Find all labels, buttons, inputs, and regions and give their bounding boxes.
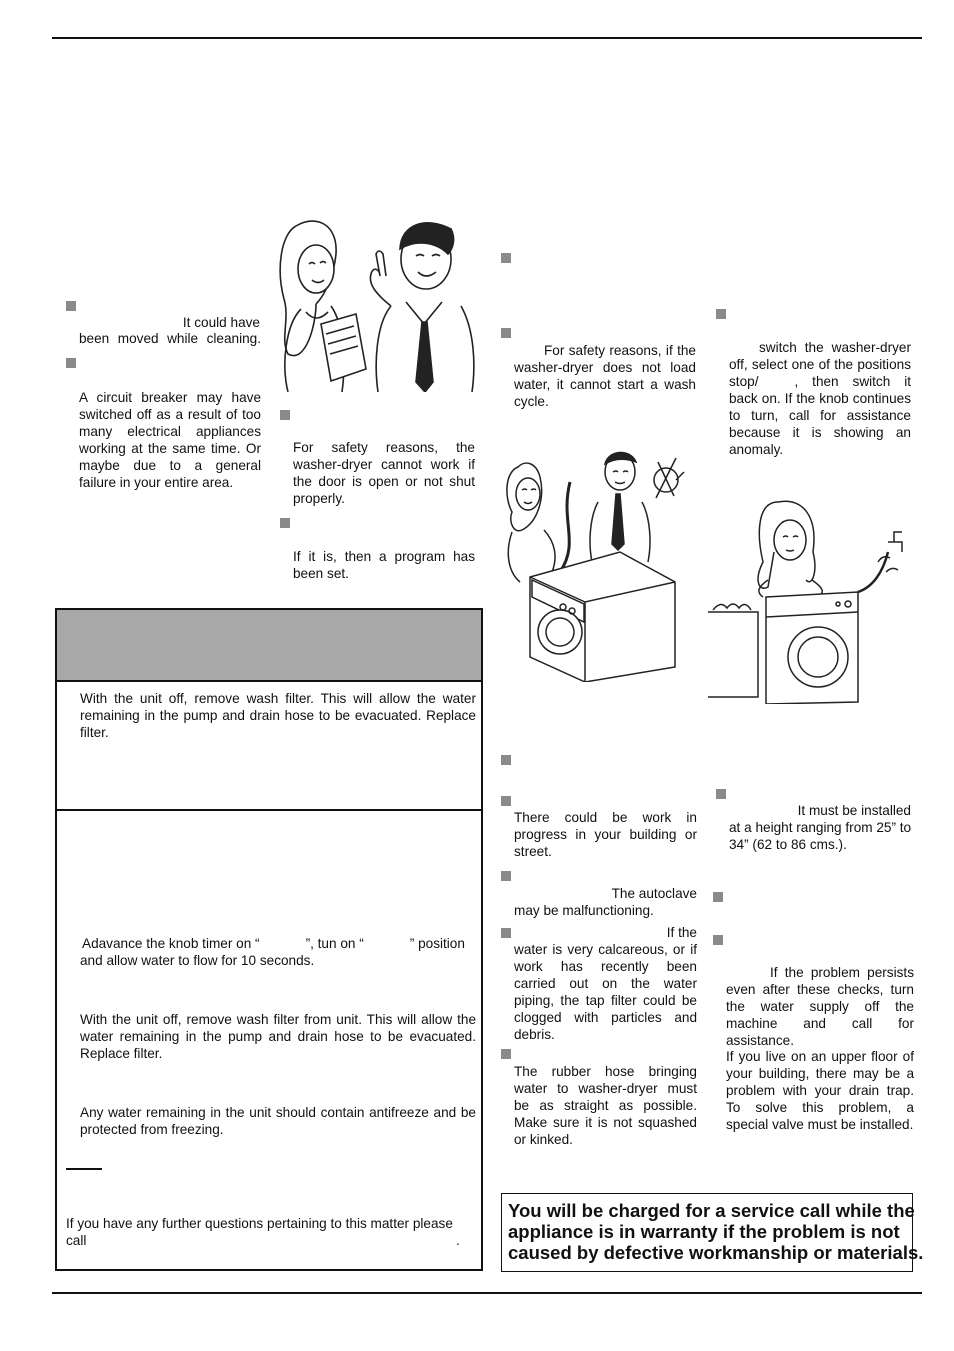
lower-right-para-1b: at a height ranging from 25” to 34” (62 to 86 cms.).	[729, 820, 912, 852]
lower-right-para-2: If the problem persists even after these checks, turn the water supply off the machine and call for assistance.	[726, 965, 914, 1048]
bullet-square	[501, 928, 511, 938]
bullet-square	[280, 410, 290, 420]
bullet-square	[501, 796, 511, 806]
bullet-square	[716, 309, 726, 319]
box-para-2-part-c: ” position	[409, 936, 465, 951]
box-para-5: If you have any further questions pertaining to this matter please	[66, 1216, 453, 1231]
bullet-square	[501, 328, 511, 338]
left-para-1b: been moved while cleaning.	[79, 331, 261, 346]
service-charge-warning	[501, 1193, 924, 1272]
bullet-square	[501, 253, 511, 263]
mid-para-1: For safety reasons, the washer-dryer cannot work if the door is open or not shut properly.	[293, 440, 475, 506]
box-para-2b: and allow water to flow for 10 seconds.	[80, 953, 315, 968]
bullet-square	[716, 789, 726, 799]
underline-mark	[66, 1168, 102, 1170]
bullet-square	[501, 1049, 511, 1059]
warning-line-3: caused by defective workmanship or materials.	[508, 1242, 924, 1263]
warning-line-2: appliance is in warranty if the problem is not	[508, 1221, 900, 1242]
washer-trouble-illustration	[500, 442, 706, 682]
box-para-2-part-b: ”, tun on “	[305, 936, 364, 951]
bottom-rule	[52, 1292, 922, 1294]
lower-mid-para-1: There could be work in progress in your building or street.	[514, 810, 697, 859]
right1-para-1: For safety reasons, if the washer-dryer does not load water, it cannot start a wash cycle.	[514, 343, 696, 409]
woman-washer-illustration	[708, 492, 914, 704]
bullet-square	[501, 871, 511, 881]
right2-part-b: , then switch it back on. If the knob continues to turn, call for assistance because it is showing an anomaly.	[729, 374, 911, 457]
lower-mid-para-3b: water is very calcareous, or if work has recently been carried out on the water piping, the tap filter could be clogged with particles and debris.	[514, 942, 697, 1042]
bullet-square	[66, 301, 76, 311]
lower-mid-para-3a: If the	[666, 925, 697, 940]
lower-right-para-3: If you live on an upper floor of your building, there may be a problem with your drain trap. To solve this problem, a special valve must be installed.	[726, 1049, 914, 1132]
lower-mid-para-2b: may be malfunctioning.	[514, 903, 654, 918]
left-para-2: A circuit breaker may have switched off as a result of too many electrical appliances working at the same time. Or maybe due to a general failure in your entire area.	[79, 390, 261, 490]
box-para-3: With the unit off, remove wash filter from unit. This will allow the water remaining in the pump and drain hose to be evacuated. Replace filter.	[80, 1012, 476, 1061]
box-para-2-part-a: Adavance the knob timer on “	[82, 936, 260, 951]
lower-mid-para-2a: The autoclave	[611, 886, 697, 901]
box-para-5c: .	[456, 1233, 460, 1248]
people-talking-illustration	[276, 214, 476, 392]
lower-mid-para-4: The rubber hose bringing water to washer-dryer must be as straight as possible. Make sure it is not squashed or kinked.	[514, 1064, 697, 1147]
bullet-square	[713, 892, 723, 902]
mid-para-2: If it is, then a program has been set.	[293, 549, 475, 581]
right2-para-1	[729, 339, 911, 458]
box-divider	[57, 809, 481, 811]
box-header-band	[57, 610, 481, 682]
right2-part-a: switch the washer-dryer off, select one of the positions stop/	[729, 340, 911, 389]
bullet-square	[713, 935, 723, 945]
bullet-square	[501, 755, 511, 765]
lower-right-para-1a: It must be installed	[797, 803, 911, 818]
warning-line-1: You will be charged for a service call while the	[508, 1200, 915, 1221]
bullet-square	[66, 358, 76, 368]
box-para-1: With the unit off, remove wash filter. This will allow the water remaining in the pump and drain hose to be evacuated. Replace filter.	[80, 691, 476, 740]
bullet-square	[280, 518, 290, 528]
box-para-2a	[82, 935, 478, 952]
box-para-5b: call	[66, 1233, 87, 1248]
box-para-4: Any water remaining in the unit should contain antifreeze and be protected from freezing.	[80, 1105, 476, 1137]
top-rule	[52, 37, 922, 39]
left-para-1a: It could have	[182, 315, 260, 330]
